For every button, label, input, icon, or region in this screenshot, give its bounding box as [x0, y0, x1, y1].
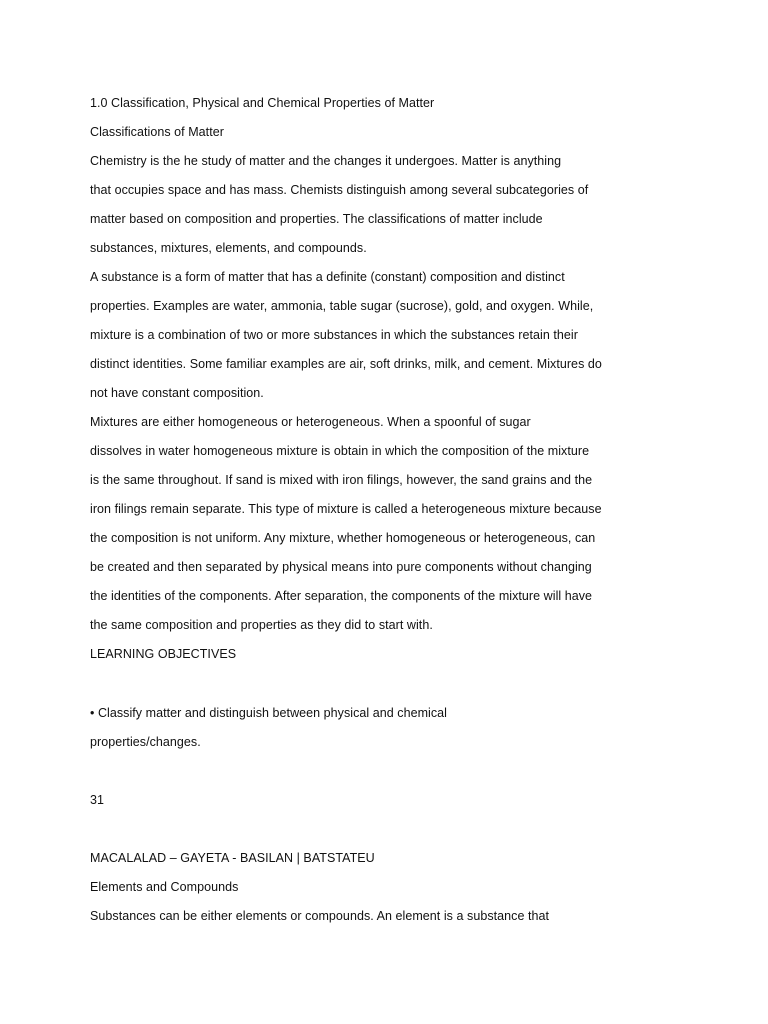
paragraph-line: Chemistry is the he study of matter and the changes it undergoes. Matter is anything [90, 154, 562, 168]
paragraph-line: not have constant composition. [90, 386, 264, 400]
paragraph-line: iron filings remain separate. This type of mixture is called a heterogeneous mixture because [90, 502, 602, 516]
paragraph-line: properties. Examples are water, ammonia, table sugar (sucrose), gold, and oxygen. While, [90, 299, 594, 313]
paragraph-line: the identities of the components. After separation, the components of the mixture will have [90, 589, 593, 603]
paragraph-line: substances, mixtures, elements, and compounds. [90, 241, 367, 255]
paragraph-line: the composition is not uniform. Any mixture, whether homogeneous or heterogeneous, can [90, 531, 596, 545]
learning-objectives-heading: LEARNING OBJECTIVES [90, 647, 237, 661]
subsection-heading: Classifications of Matter [90, 125, 224, 139]
paragraph-line: distinct identities. Some familiar examples are air, soft drinks, milk, and cement. Mixtures do [90, 357, 602, 371]
objective-bullet-item: • Classify matter and distinguish between physical and chemical [90, 706, 448, 720]
paragraph-line: Mixtures are either homogeneous or heterogeneous. When a spoonful of sugar [90, 415, 531, 429]
paragraph-line: is the same throughout. If sand is mixed with iron filings, however, the sand grains and the [90, 473, 593, 487]
paragraph-line: be created and then separated by physical means into pure components without changing [90, 560, 592, 574]
paragraph-line: Substances can be either elements or compounds. An element is a substance that [90, 909, 550, 923]
paragraph-line: that occupies space and has mass. Chemists distinguish among several subcategories of [90, 183, 589, 197]
objective-bullet-continuation: properties/changes. [90, 735, 201, 749]
paragraph-line: the same composition and properties as they did to start with. [90, 618, 433, 632]
paragraph-line: matter based on composition and properties. The classifications of matter include [90, 212, 543, 226]
paragraph-line: mixture is a combination of two or more substances in which the substances retain their [90, 328, 578, 342]
section-heading: 1.0 Classification, Physical and Chemical Properties of Matter [90, 96, 435, 110]
subsection-heading: Elements and Compounds [90, 880, 239, 894]
page-number: 31 [90, 793, 105, 807]
running-footer: MACALALAD – GAYETA - BASILAN | BATSTATEU [90, 851, 375, 865]
paragraph-line: A substance is a form of matter that has a definite (constant) composition and distinct [90, 270, 565, 284]
paragraph-line: dissolves in water homogeneous mixture is obtain in which the composition of the mixture [90, 444, 590, 458]
